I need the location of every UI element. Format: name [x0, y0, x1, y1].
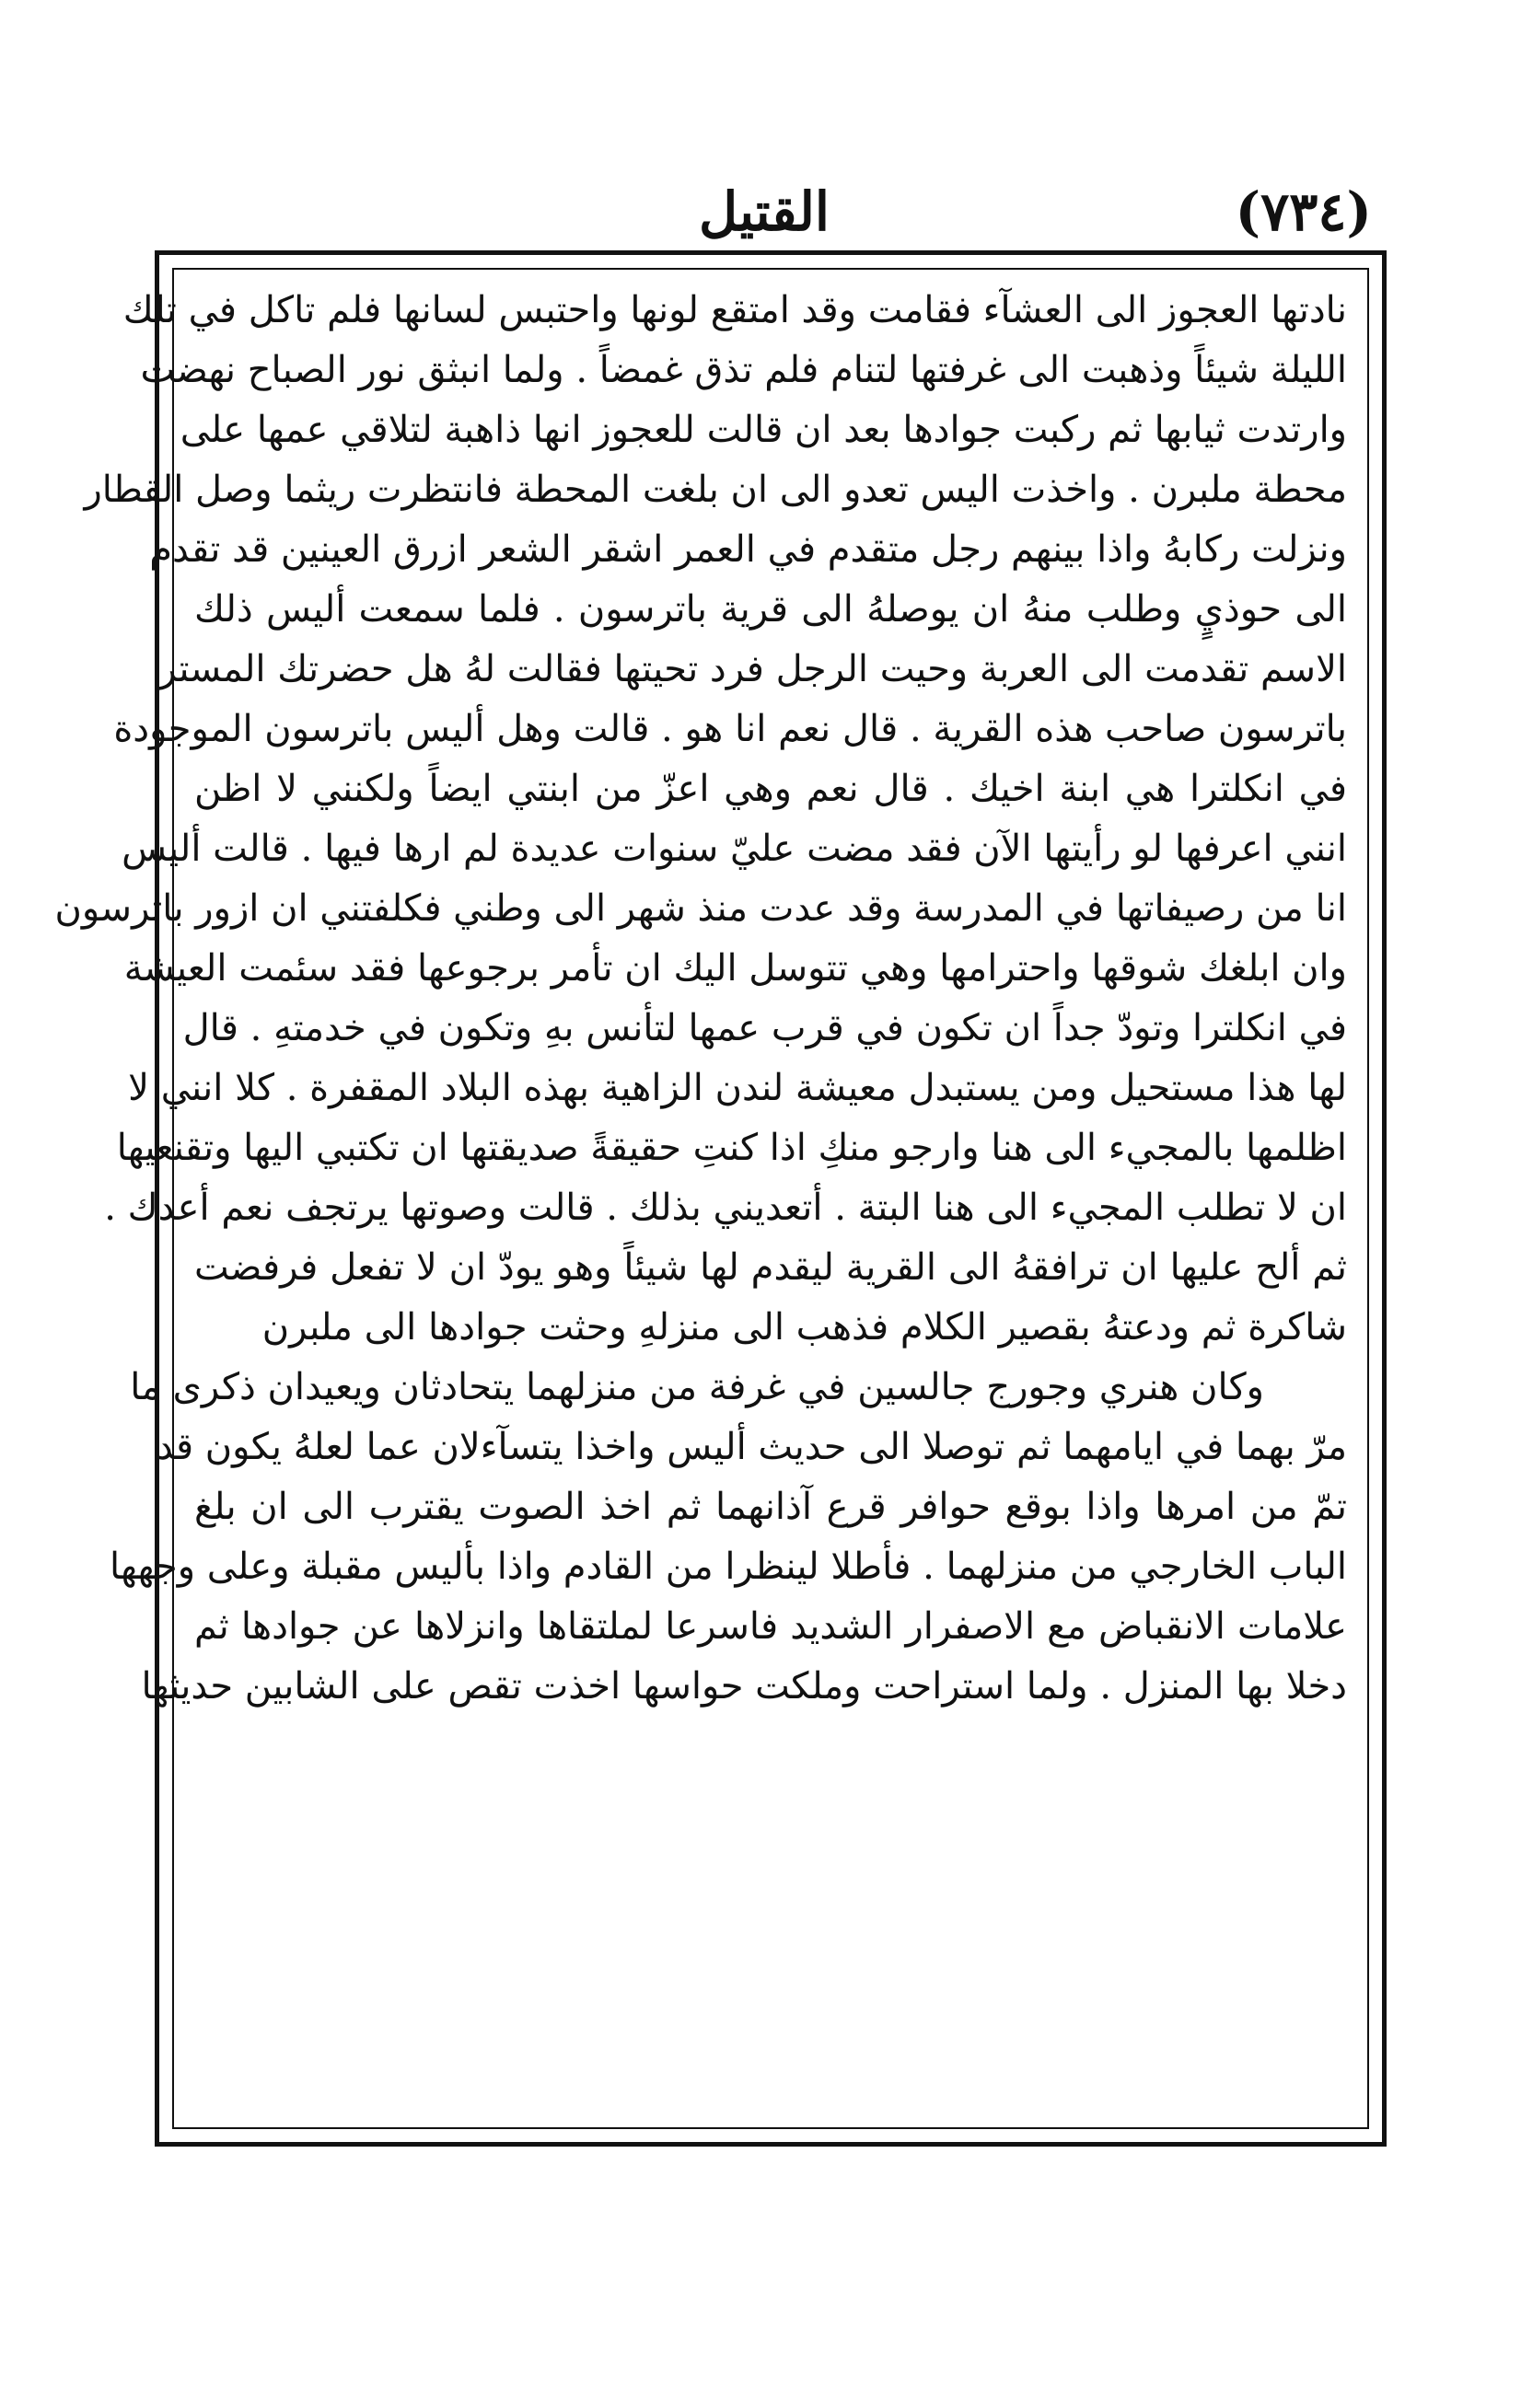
page-frame — [54, 250, 1387, 2147]
text-line: الليلة شيئاً وذهبت الى غرفتها لتنام فلم تذق غمضاً . ولما انبثق نور الصباح نهضت — [140, 349, 1347, 391]
body-text — [54, 281, 1347, 2116]
text-line: نادتها العجوز الى العشآء فقامت وقد امتقع لونها واحتبس لسانها فلم تاكل في تلك — [122, 289, 1347, 331]
page-frame-inner — [54, 268, 1369, 2129]
text-line: وان ابلغك شوقها واحترامها وهي تتوسل اليك ان تأمر برجوعها فقد سئمت العيشة — [123, 947, 1347, 990]
text-line: الباب الخارجي من منزلهما . فأطلا لينظرا من القادم واذا بأليس مقبلة وعلى وجهها — [109, 1546, 1347, 1588]
text-line: دخلا بها المنزل . ولما استراحت وملكت حواسها اخذت تقص على الشابين حديثها — [141, 1665, 1347, 1708]
text-line: باترسون صاحب هذه القرية . قال نعم انا هو . قالت وهل أليس باترسون الموجودة — [113, 708, 1347, 750]
text-line: انني اعرفها لو رأيتها الآن فقد مضت عليّ سنوات عديدة لم ارها فيها . قالت أليس — [122, 828, 1347, 870]
text-line: شاكرة ثم ودعتهُ بقصير الكلام فذهب الى منزلهِ وحثت جوادها الى ملبرن — [261, 1306, 1347, 1349]
text-line: علامات الانقباض مع الاصفرار الشديد فاسرعا لملتقاها وانزلاها عن جوادها ثم — [194, 1605, 1347, 1648]
page-number: (٧٣٤) — [1235, 180, 1372, 243]
page-header — [157, 175, 1372, 258]
text-line: تمّ من امرها واذا بوقع حوافر قرع آذانهما ثم اخذ الصوت يقترب الى ان بلغ — [194, 1486, 1347, 1528]
text-line: وارتدت ثيابها ثم ركبت جوادها بعد ان قالت للعجوز انها ذاهبة لتلاقي عمها على — [180, 409, 1347, 451]
text-line: الاسم تقدمت الى العربة وحيت الرجل فرد تحيتها فقالت لهُ هل حضرتك المستر — [158, 648, 1347, 690]
text-line: اظلمها بالمجيء الى هنا وارجو منكِ اذا كنتِ حقيقةً صديقتها ان تكتبي اليها وتقنعيها — [116, 1127, 1347, 1169]
text-line: ان لا تطلب المجيء الى هنا البتة . أتعديني بذلك . قالت وصوتها يرتجف نعم أعدك . — [104, 1187, 1347, 1229]
text-line: ونزلت ركابهُ واذا بينهم رجل متقدم في العمر اشقر الشعر ازرق العينين قد تقدم — [149, 528, 1347, 571]
text-line: في انكلترا هي ابنة اخيك . قال نعم وهي اعزّ من ابنتي ايضاً ولكنني لا اظن — [194, 768, 1347, 810]
paragraph-start-line: وكان هنري وجورج جالسين في غرفة من منزلهما يتحادثان ويعيدان ذكرى ما — [130, 1366, 1264, 1408]
text-line: ثم ألح عليها ان ترافقهُ الى القرية ليقدم لها شيئاً وهو يودّ ان لا تفعل فرفضت — [194, 1246, 1347, 1289]
text-line: مرّ بهما في ايامهما ثم توصلا الى حديث أليس واخذا يتسآءلان عما لعلهُ يكون قد — [156, 1426, 1347, 1468]
text-line: لها هذا مستحيل ومن يستبدل معيشة لندن الزاهية بهذه البلاد المقفرة . كلا انني لا — [128, 1067, 1347, 1109]
text-line: انا من رصيفاتها في المدرسة وقد عدت منذ شهر الى وطني فكلفتني ان ازور باترسون — [54, 887, 1347, 930]
text-line: الى حوذيٍ وطلب منهُ ان يوصلهُ الى قرية باترسون . فلما سمعت أليس ذلك — [194, 588, 1347, 631]
running-title: القتيل — [698, 180, 830, 243]
text-line: محطة ملبرن . واخذت اليس تعدو الى ان بلغت المحطة فانتظرت ريثما وصل القطار — [84, 469, 1347, 511]
text-line: في انكلترا وتودّ جداً ان تكون في قرب عمها لتأنس بهِ وتكون في خدمتهِ . قال — [182, 1007, 1347, 1049]
